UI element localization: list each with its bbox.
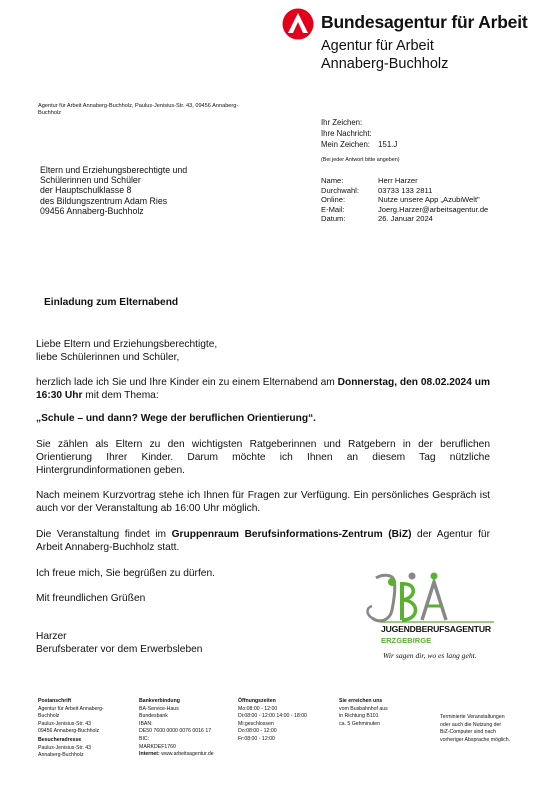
ref-mein-zeichen-value: 151.J: [378, 139, 398, 149]
recipient-address: [40, 165, 187, 216]
footer-opening-hours: [238, 698, 330, 744]
footer-directions: [339, 698, 419, 728]
jba-name: JUGENDBERUFSAGENTUR: [381, 624, 491, 634]
reference-block: [321, 118, 397, 150]
paragraph-greeting: Ich freue mich, Sie begrüßen zu dürfen.: [36, 568, 215, 579]
jba-region: ERZGEBIRGE: [381, 636, 432, 645]
recipient-line: des Bildungszentrum Adam Ries: [40, 195, 168, 206]
venue-name: Gruppenraum Berufsinformations-Zentrum (BiZ): [171, 529, 412, 540]
paragraph-theme: „Schule – und dann? Wege der beruflichen Orientierung“.: [36, 413, 317, 424]
paragraph-talk: Nach meinem Kurzvortrag stehe ich Ihnen für Fragen zur Verfügung. Ein persönliches Gespräch ist auch vor der Veranstaltung ab 16:00 Uhr möglich.: [36, 490, 490, 515]
paragraph-invitation: [36, 376, 490, 402]
footer-line: Mi:geschlossen: [238, 720, 274, 727]
contact-label: Online:: [321, 195, 346, 205]
footer-heading: Öffnungszeiten: [238, 698, 276, 704]
recipient-line: Eltern und Erziehungsberechtigte und: [40, 165, 188, 175]
ref-ihr-zeichen: Ihr Zeichen:: [321, 118, 363, 127]
footer-heading: Postanschrift: [38, 698, 72, 704]
invite-date: Donnerstag, den 08.02.2024 um 16:30 Uhr: [36, 377, 490, 402]
footer-line: Paulus-Jenisius-Str. 43: [38, 744, 92, 751]
ref-mein-zeichen-label: Mein Zeichen:: [321, 139, 370, 149]
ref-ihre-nachricht: Ihre Nachricht:: [321, 128, 372, 138]
salutation-line: Liebe Eltern und Erziehungsberechtigte,: [36, 339, 218, 350]
footer-line: Do:08:00 - 12:00: [238, 728, 277, 735]
footer-line: Mo:08:00 - 12:00: [238, 705, 278, 712]
salutation: [36, 338, 490, 364]
venue-text: Die Veranstaltung findet im: [36, 529, 172, 540]
footer-line: Paulus-Jenisius-Str. 43: [38, 720, 92, 727]
footer-line: Buchholz: [38, 713, 60, 720]
contact-label: Datum:: [321, 214, 346, 224]
recipient-line: der Hauptschulklasse 8: [40, 185, 132, 196]
footer-line: vom Busbahnhof aus: [339, 705, 388, 712]
agency-name: Agentur für Arbeit: [321, 38, 434, 54]
footer-notice: [440, 714, 525, 744]
closing: Mit freundlichen Grüßen: [36, 593, 146, 604]
footer-line: ca. 5 Gehminuten: [339, 720, 380, 727]
letter-subject: Einladung zum Elternabend: [44, 297, 179, 308]
ba-logo-icon: [282, 8, 314, 40]
paragraph-role: Sie zählen als Eltern zu den wichtigsten Ratgeberinnen und Ratgebern in der beruflichen Orientierung Ihrer Kinder. Darum möchte ich Ihnen an diesem Tag nützliche Hintergrundinformationen geben.: [36, 439, 490, 477]
footer-line: BiZ-Computer sind nach: [440, 729, 496, 736]
footer-line: vorheriger Absprache möglich.: [440, 736, 511, 743]
contact-row-date: [321, 214, 488, 224]
footer-heading: Bankverbindung: [139, 698, 180, 704]
footer-line: Di:08:00 - 12:00 14:00 - 18:00: [238, 713, 307, 720]
footer-postal-address: [38, 698, 130, 760]
email-link[interactable]: Joerg.Harzer@arbeitsagentur.de: [378, 204, 489, 214]
contact-row-online: [321, 195, 488, 205]
reference-note: (Bei jeder Antwort bitte angeben): [321, 157, 400, 163]
salutation-line: liebe Schülerinnen und Schüler,: [36, 352, 180, 364]
footer-line: Fr:08:00 - 12:00: [238, 735, 275, 742]
footer-heading: Sie erreichen uns: [339, 698, 383, 704]
sender-address-line: Agentur für Arbeit Annaberg-Buchholz, Paulus-Jenisius-Str. 43, 09456 Annaberg-Buchholz: [38, 103, 239, 117]
agency-location: Annaberg-Buchholz: [321, 56, 449, 72]
footer-line: oder auch die Nutzung der: [440, 721, 502, 728]
contact-label: E-Mail:: [321, 204, 345, 214]
footer-line: in Richtung B101: [339, 713, 379, 720]
footer-internet-label: Internet:: [139, 751, 160, 758]
signer-title: Berufsberater vor dem Erwerbsleben: [36, 644, 203, 656]
contact-value: 26. Januar 2024: [378, 214, 433, 224]
contact-label: Name:: [321, 176, 344, 185]
footer-line: DE50 7600 0000 0076 0016 17: [139, 728, 212, 735]
contact-row-name: [321, 176, 488, 186]
recipient-line: Schülerinnen und Schüler: [40, 175, 141, 186]
contact-details: [321, 176, 488, 224]
website-link[interactable]: www.arbeitsagentur.de: [161, 751, 214, 758]
recipient-line: 09456 Annaberg-Buchholz: [40, 205, 144, 216]
footer-line: Annaberg-Buchholz: [38, 752, 84, 759]
footer-line: Agentur für Arbeit Annaberg-: [38, 705, 104, 712]
footer-line: Bundesbank: [139, 713, 168, 720]
footer-line: BIC:: [139, 735, 150, 742]
invite-text: herzlich lade ich Sie und Ihre Kinder ein zu einem Elternabend am: [36, 377, 338, 388]
footer-bank: [139, 698, 231, 759]
footer-line: 09456 Annaberg-Buchholz: [38, 728, 100, 735]
paragraph-venue: [36, 528, 490, 554]
contact-row-phone: [321, 186, 488, 196]
contact-label: Durchwahl:: [321, 185, 359, 195]
footer-internet: [139, 751, 231, 759]
jba-slogan: Wir sagen dir, wo es lang geht.: [383, 651, 477, 660]
footer-heading: Besucheradresse: [38, 736, 82, 743]
org-name: Bundesagentur für Arbeit: [321, 12, 528, 32]
signer-name: Harzer: [36, 631, 67, 642]
contact-value: Nutze unsere App „AzubiWelt": [378, 195, 480, 205]
footer-line: BA-Service-Haus: [139, 705, 179, 712]
contact-row-email: [321, 205, 488, 215]
contact-value: 03733 133 2811: [378, 185, 433, 195]
footer-line: IBAN:: [139, 720, 153, 727]
ref-mein-zeichen: [321, 140, 397, 151]
footer-line: MARKDEF1760: [139, 743, 176, 750]
footer-line: Terminierte Veranstaltungen: [440, 714, 505, 720]
invite-text-end: mit dem Thema:: [82, 390, 159, 402]
contact-value: Herr Harzer: [378, 176, 418, 185]
venue-text-end: der Agentur für Arbeit Annaberg-Buchholz statt.: [36, 529, 490, 554]
